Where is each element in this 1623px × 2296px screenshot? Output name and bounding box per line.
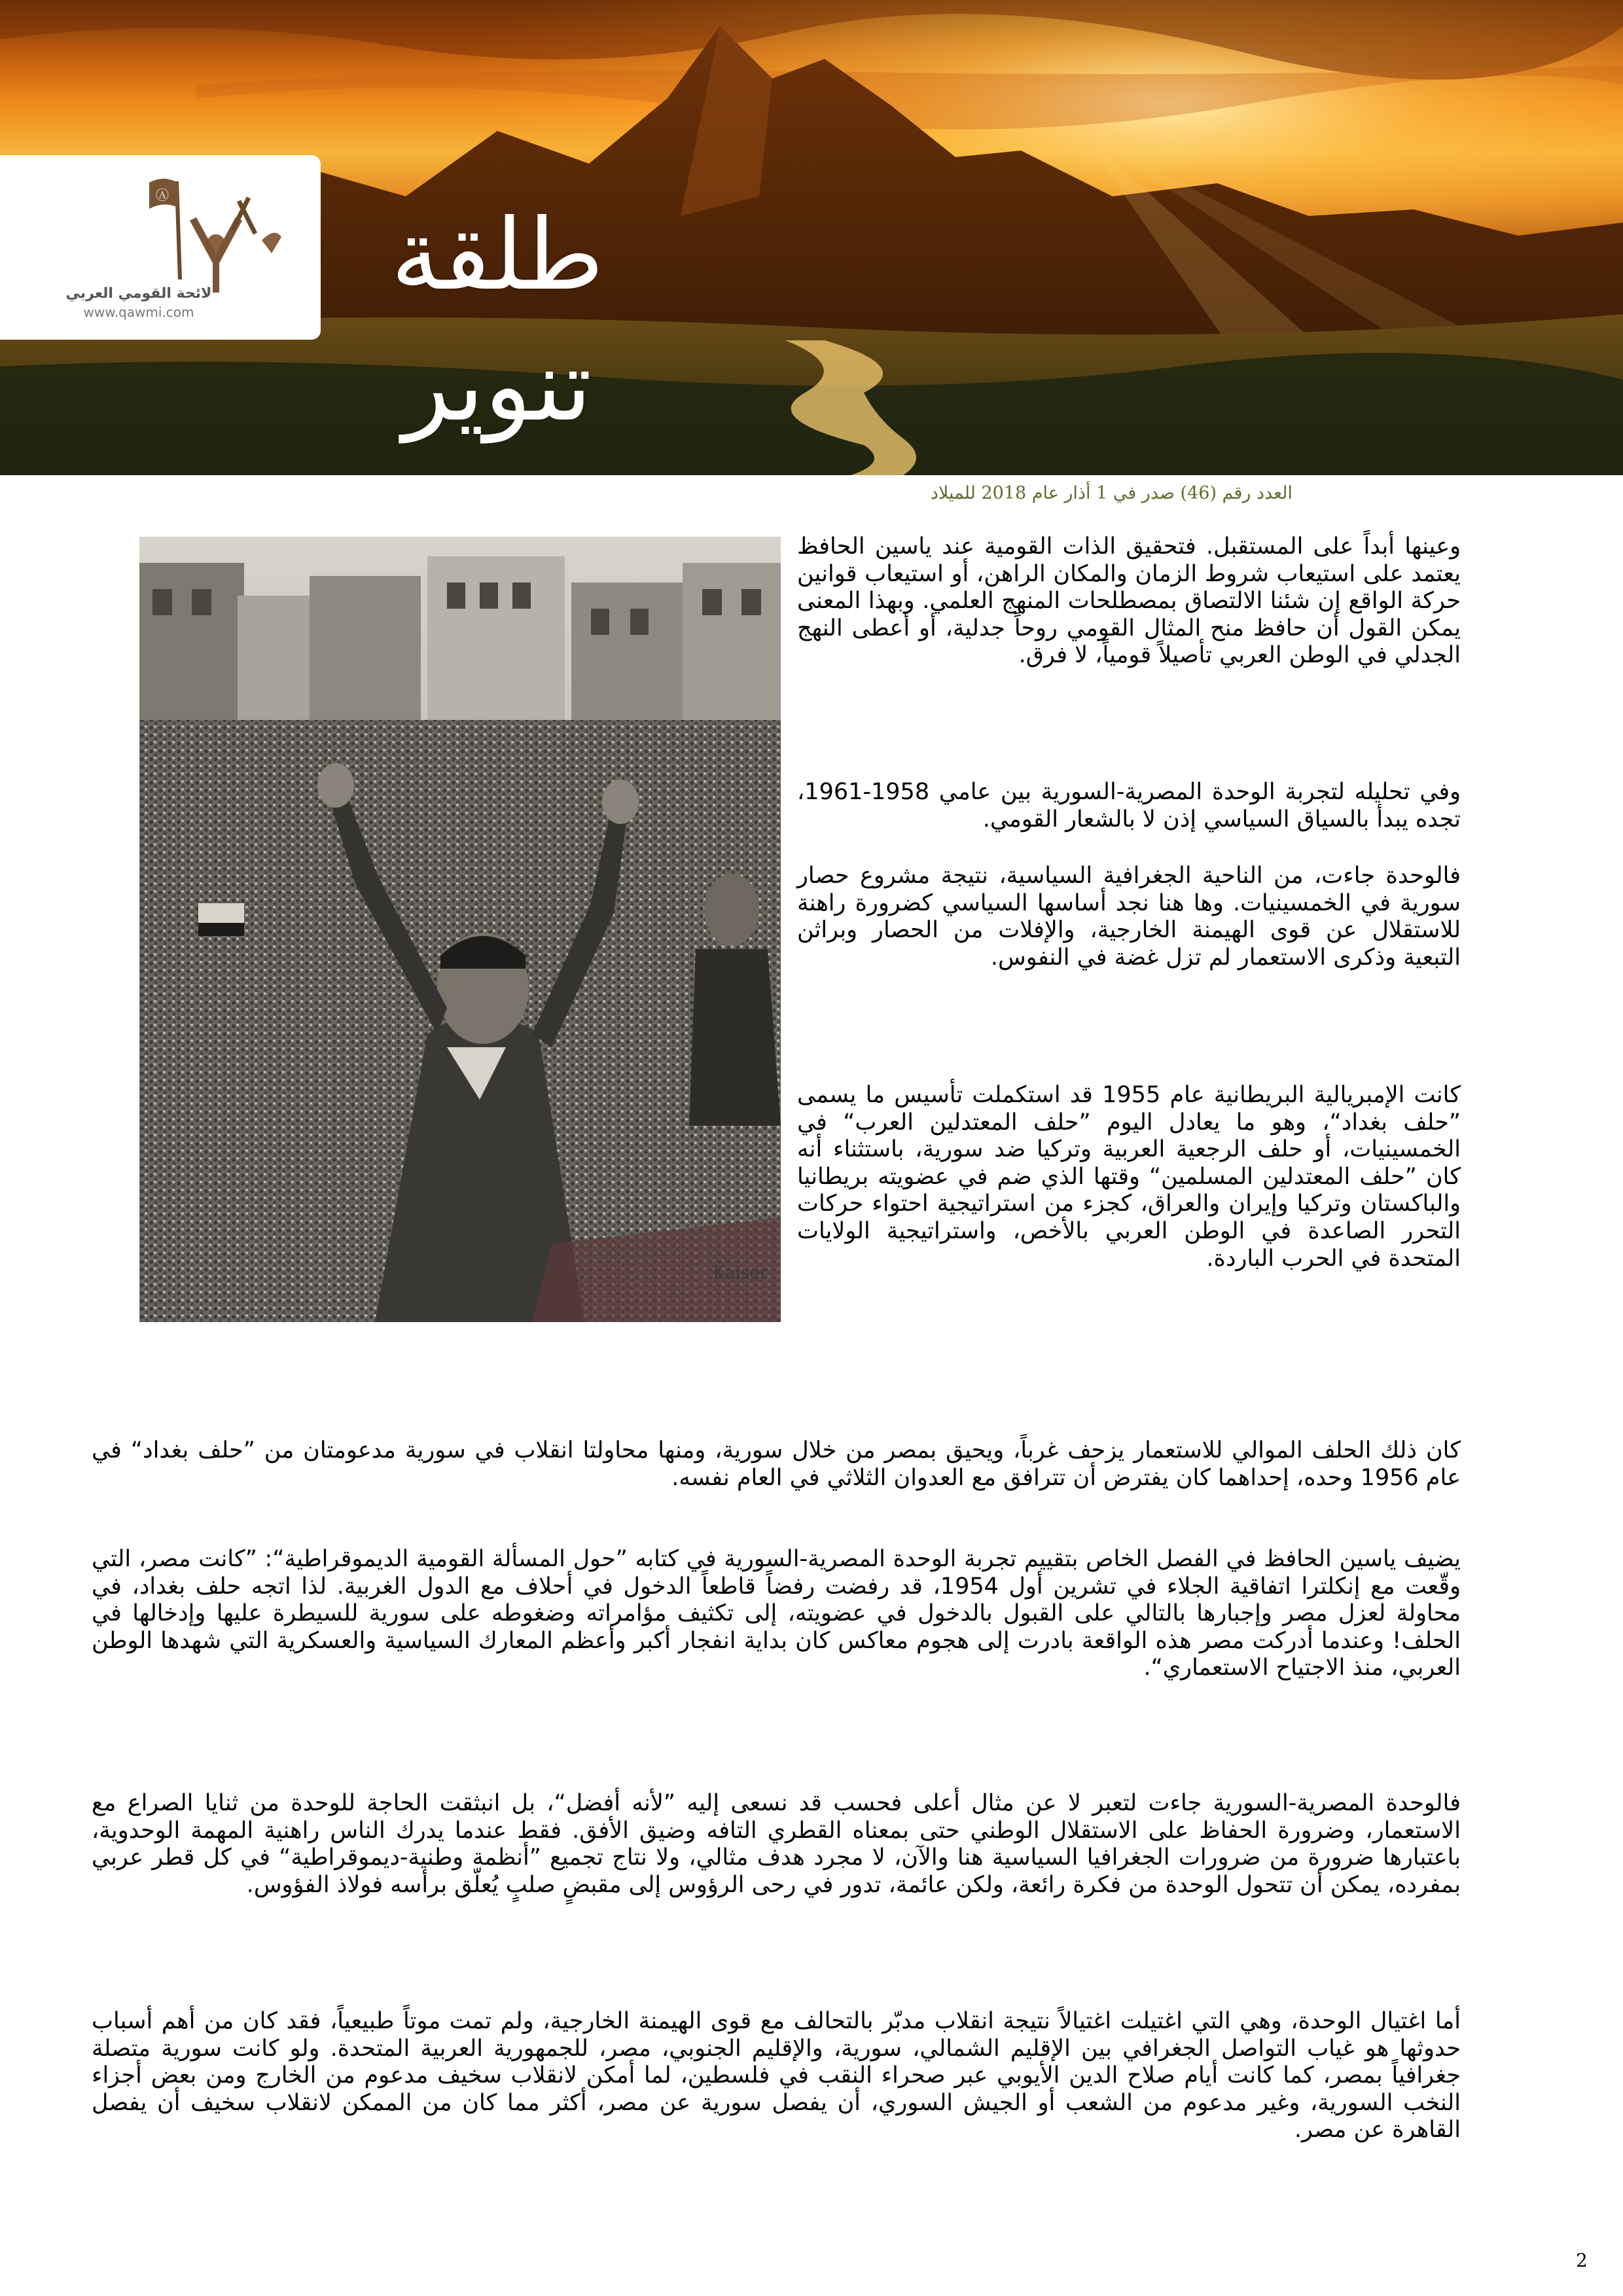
logo-panel bbox=[0, 155, 321, 340]
paragraph-3: فالوحدة جاءت، من الناحية الجغرافية السياسية، نتيجة مشروع حصار سورية في الخمسينيات. وها هنا نجد أساسها السياسي كضرورة راهنة للاستقلال عن قوى الهيمنة الخارجية، والإفلات من الحصار وبراثن التبعية وذكرى الاستعمار لم تزل غضة في النفوس. bbox=[797, 863, 1461, 971]
paragraph-8: أما اغتيال الوحدة، وهي التي اغتيلت اغتيالاً نتيجة انقلاب مدبّر بالتحالف مع قوى الهيمنة الخارجية، ولم تمت موتاً طبيعياً، فقد كان من أهم أسباب حدوثها هو غياب التواصل الجغرافي بين الإقليم الشمالي، سورية، والإقليم الجنوبي، مصر، للجمهورية العربية المتحدة. ولو كانت سورية متصلة جغرافياً بمصر، كما كانت أيام صلاح الدين الأيوبي عبر صحراء النقب في فلسطين، لما أمكن لانقلاب سخيف مدعوم من الخارج ومن بعض أجزاء النخب السورية، وغير مدعوم من الشعب أو الجيش السوري، أن يفصل سورية عن مصر، أكثر مما كان من الممكن لانقلاب سخيف أن يفصل القاهرة عن مصر. bbox=[92, 2008, 1461, 2144]
crowd-photo-illustration bbox=[139, 537, 781, 1322]
header-banner bbox=[0, 0, 1623, 475]
paragraph-5: كان ذلك الحلف الموالي للاستعمار يزحف غرباً، ويحيق بمصر من خلال سورية، ومنها محاولتا انقلاب في سورية مدعومتان من ”حلف بغداد“ في عام 1956 وحده، إحداهما كان يفترض أن تترافق مع العدوان الثلاثي في العام نفسه. bbox=[92, 1437, 1461, 1491]
logo-name: لائحة القومي العربي bbox=[65, 285, 212, 302]
nasser-crowd-photo bbox=[139, 537, 781, 1322]
paragraph-2: وفي تحليله لتجربة الوحدة المصرية-السورية بين عامي 1958-1961، تجده يبدأ بالسياق السياسي إذن لا بالشعار القومي. bbox=[797, 779, 1461, 833]
page-number: 2 bbox=[1576, 2250, 1588, 2271]
paragraph-4: كانت الإمبريالية البريطانية عام 1955 قد استكملت تأسيس ما يسمى ”حلف بغداد“، وهو ما يعادل اليوم ”حلف المعتدلين العرب“ في الخمسينيات، أو حلف الرجعية العربية وتركيا ضد سورية، باستثناء أنه كان ”حلف المعتدلين المسلمين“ وقتها الذي ضم في عضويته بريطانيا والباكستان وتركيا وإيران والعراق، كجزء من استراتيجية احتواء حركات التحرر الصاعدة في الوطن العربي بالأخص، واستراتيجية الولايات المتحدة في الحرب الباردة. bbox=[797, 1082, 1461, 1272]
svg-text:Ⓐ: Ⓐ bbox=[156, 187, 169, 203]
paragraph-7: فالوحدة المصرية-السورية جاءت لتعبر لا عن مثال أعلى فحسب قد نسعى إليه ”لأنه أفضل“، بل انبثقت الحاجة للوحدة من ثنايا الصراع مع الاستعمار، وضرورة الحفاظ على الاستقلال الوطني حتى بمعناه القطري التافه وضيق الأفق. فقط عندما يدرك الناس راهنية المهمة الوحدوية، باعتبارها ضرورة من ضرورات الجغرافيا السياسية هنا والآن، لا مجرد هدف مثالي، ولا نتاج تجميع ”أنظمة وطنية-ديموقراطية“ في كل قطر عربي بمفرده، يمكن أن تتحول الوحدة من فكرة رائعة، ولكن عائمة، تدور في رحى الرؤوس إلى مقبضٍ صلبٍ يُعلّق برأسه فولاذ الفؤوس. bbox=[92, 1790, 1461, 1898]
issue-line: العدد رقم (46) صدر في 1 أذار عام 2018 للميلاد bbox=[930, 483, 1293, 503]
publication-title: طلقة تنوير bbox=[391, 198, 604, 443]
photo-watermark: Kaiser bbox=[712, 1263, 768, 1283]
logo-url[interactable]: www.qawmi.com bbox=[83, 304, 194, 320]
paragraph-6: يضيف ياسين الحافظ في الفصل الخاص بتقييم تجربة الوحدة المصرية-السورية في كتابه ”حول المسألة القومية الديموقراطية“: ”كانت مصر، التي وقّعت مع إنكلترا اتفاقية الجلاء في تشرين أول 1954، قد رفضت رفضاً قاطعاً الدخول في أحلاف مع الدول الغربية. لذا اتجه حلف بغداد، في محاولة لعزل مصر وإجبارها بالتالي على القبول بالدخول في عضويته، إلى تكثيف مؤامراته وضغوطه على سورية للسيطرة عليها وإدخالها في الحلف! وعندما أدركت مصر هذه الواقعة بادرت إلى هجوم معاكس كان بداية انفجار أكبر وأعظم المعارك السياسية والعسكرية التي شهدها الوطن العربي، منذ الاجتياح الاستعماري“. bbox=[92, 1546, 1461, 1681]
paragraph-1: وعينها أبداً على المستقبل. فتحقيق الذات القومية عند ياسين الحافظ يعتمد على استيعاب شروط الزمان والمكان الراهن، أو استيعاب قوانين حركة الواقع إن شئنا الالتصاق بمصطلحات المنهج العلمي. وبهذا المعنى يمكن القول أن حافظ منح المثال القومي روحاً جدلية، أو أعطى النهج الجدلي في الوطن العربي تأصيلاً قومياً، لا فرق. bbox=[797, 533, 1461, 669]
